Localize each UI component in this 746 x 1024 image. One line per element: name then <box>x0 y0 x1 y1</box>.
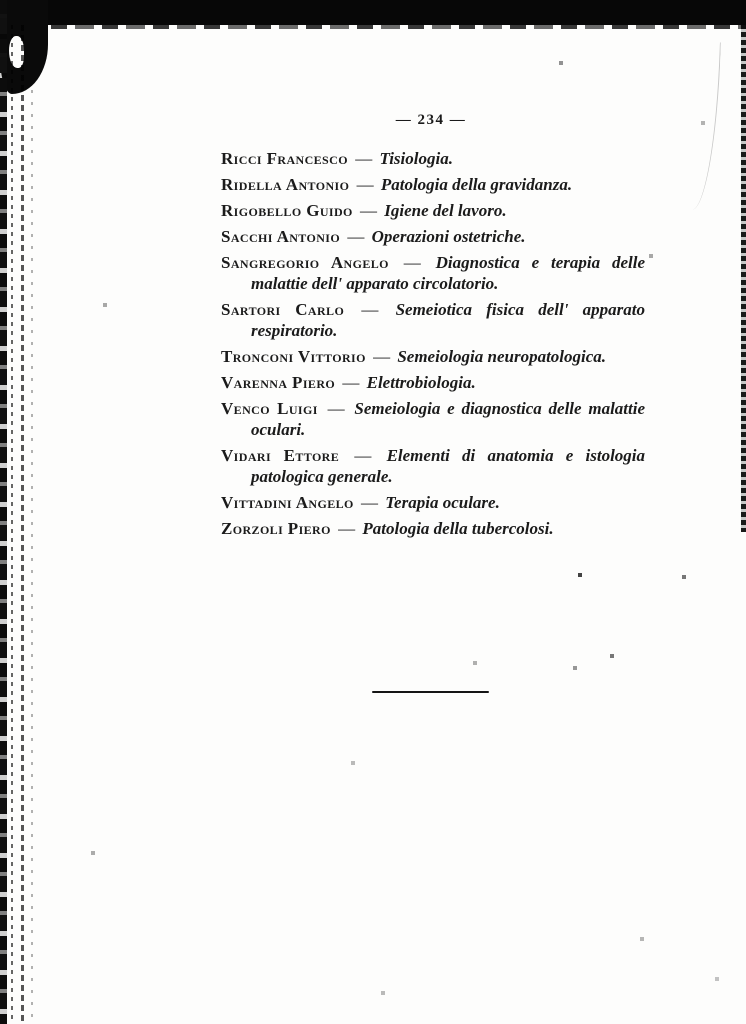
course-subject: Patologia della gravidanza. <box>380 175 573 194</box>
binding-noise-line <box>21 25 24 1024</box>
course-subject: Semeiologia e diagnostica delle malattie oculari. <box>251 399 646 439</box>
separator-dash: — <box>360 201 378 220</box>
scan-noise-specks <box>0 0 2 2</box>
lecturer-name: Sartori Carlo <box>221 300 345 319</box>
course-subject: Operazioni ostetriche. <box>371 227 526 246</box>
lecturer-name: Varenna Piero <box>221 373 336 392</box>
entry-row <box>221 398 645 440</box>
lecturer-name: Vittadini Angelo <box>221 493 354 512</box>
course-subject: Semeiologia neuropatologica. <box>397 347 607 366</box>
lecturer-name: Ridella Antonio <box>221 175 350 194</box>
entry-row <box>221 518 645 539</box>
separator-dash: — <box>355 149 373 168</box>
page-number: — 234 — <box>395 112 467 128</box>
binding-noise-line <box>31 90 33 1024</box>
entry-row <box>221 299 645 341</box>
entry-row <box>221 346 645 367</box>
entry-row <box>221 174 645 195</box>
course-subject: Patologia della tubercolosi. <box>362 519 554 538</box>
separator-dash: — <box>342 373 360 392</box>
course-subject: Elettrobiologia. <box>366 373 476 392</box>
entry-list <box>221 148 645 544</box>
scan-corner-blob <box>0 0 48 94</box>
lecturer-name: Ricci Francesco <box>221 149 348 168</box>
scan-top-band <box>0 0 746 25</box>
separator-dash: — <box>403 253 421 272</box>
entry-row <box>221 148 645 169</box>
course-subject: Tisiologia. <box>379 149 453 168</box>
separator-dash: — <box>327 399 345 418</box>
binding-edge-strip <box>0 0 7 1024</box>
entry-row <box>221 492 645 513</box>
course-subject: Igiene del lavoro. <box>384 201 507 220</box>
lecturer-name: Sacchi Antonio <box>221 227 341 246</box>
entry-row <box>221 445 645 487</box>
lecturer-name: Tronconi Vittorio <box>221 347 366 366</box>
right-edge-strip <box>741 0 746 532</box>
course-subject: Terapia oculare. <box>385 493 500 512</box>
separator-dash: — <box>356 175 374 194</box>
entry-row <box>221 226 645 247</box>
entry-row <box>221 372 645 393</box>
entry-row <box>221 200 645 221</box>
scan-top-band-ragged-edge <box>0 25 746 29</box>
entry-row <box>221 252 645 294</box>
lecturer-name: Zorzoli Piero <box>221 519 331 538</box>
separator-dash: — <box>338 519 356 538</box>
separator-dash: — <box>347 227 365 246</box>
separator-dash: — <box>360 493 378 512</box>
lecturer-name: Vidari Ettore <box>221 446 340 465</box>
separator-dash: — <box>354 446 372 465</box>
paper-crease-mark <box>688 42 721 211</box>
lecturer-name: Sangregorio Angelo <box>221 253 389 272</box>
separator-dash: — <box>361 300 379 319</box>
separator-dash: — <box>373 347 391 366</box>
section-end-rule <box>372 691 489 693</box>
course-subject: Diagnostica e terapia delle malattie dell' apparato circolatorio. <box>251 253 646 293</box>
lecturer-name: Rigobello Guido <box>221 201 353 220</box>
course-subject: Semeiotica fisica dell' apparato respiratorio. <box>251 300 645 340</box>
lecturer-name: Venco Luigi <box>221 399 318 418</box>
binding-noise-line <box>11 25 13 1024</box>
course-subject: Elementi di anatomia e istologia patologica generale. <box>251 446 646 486</box>
